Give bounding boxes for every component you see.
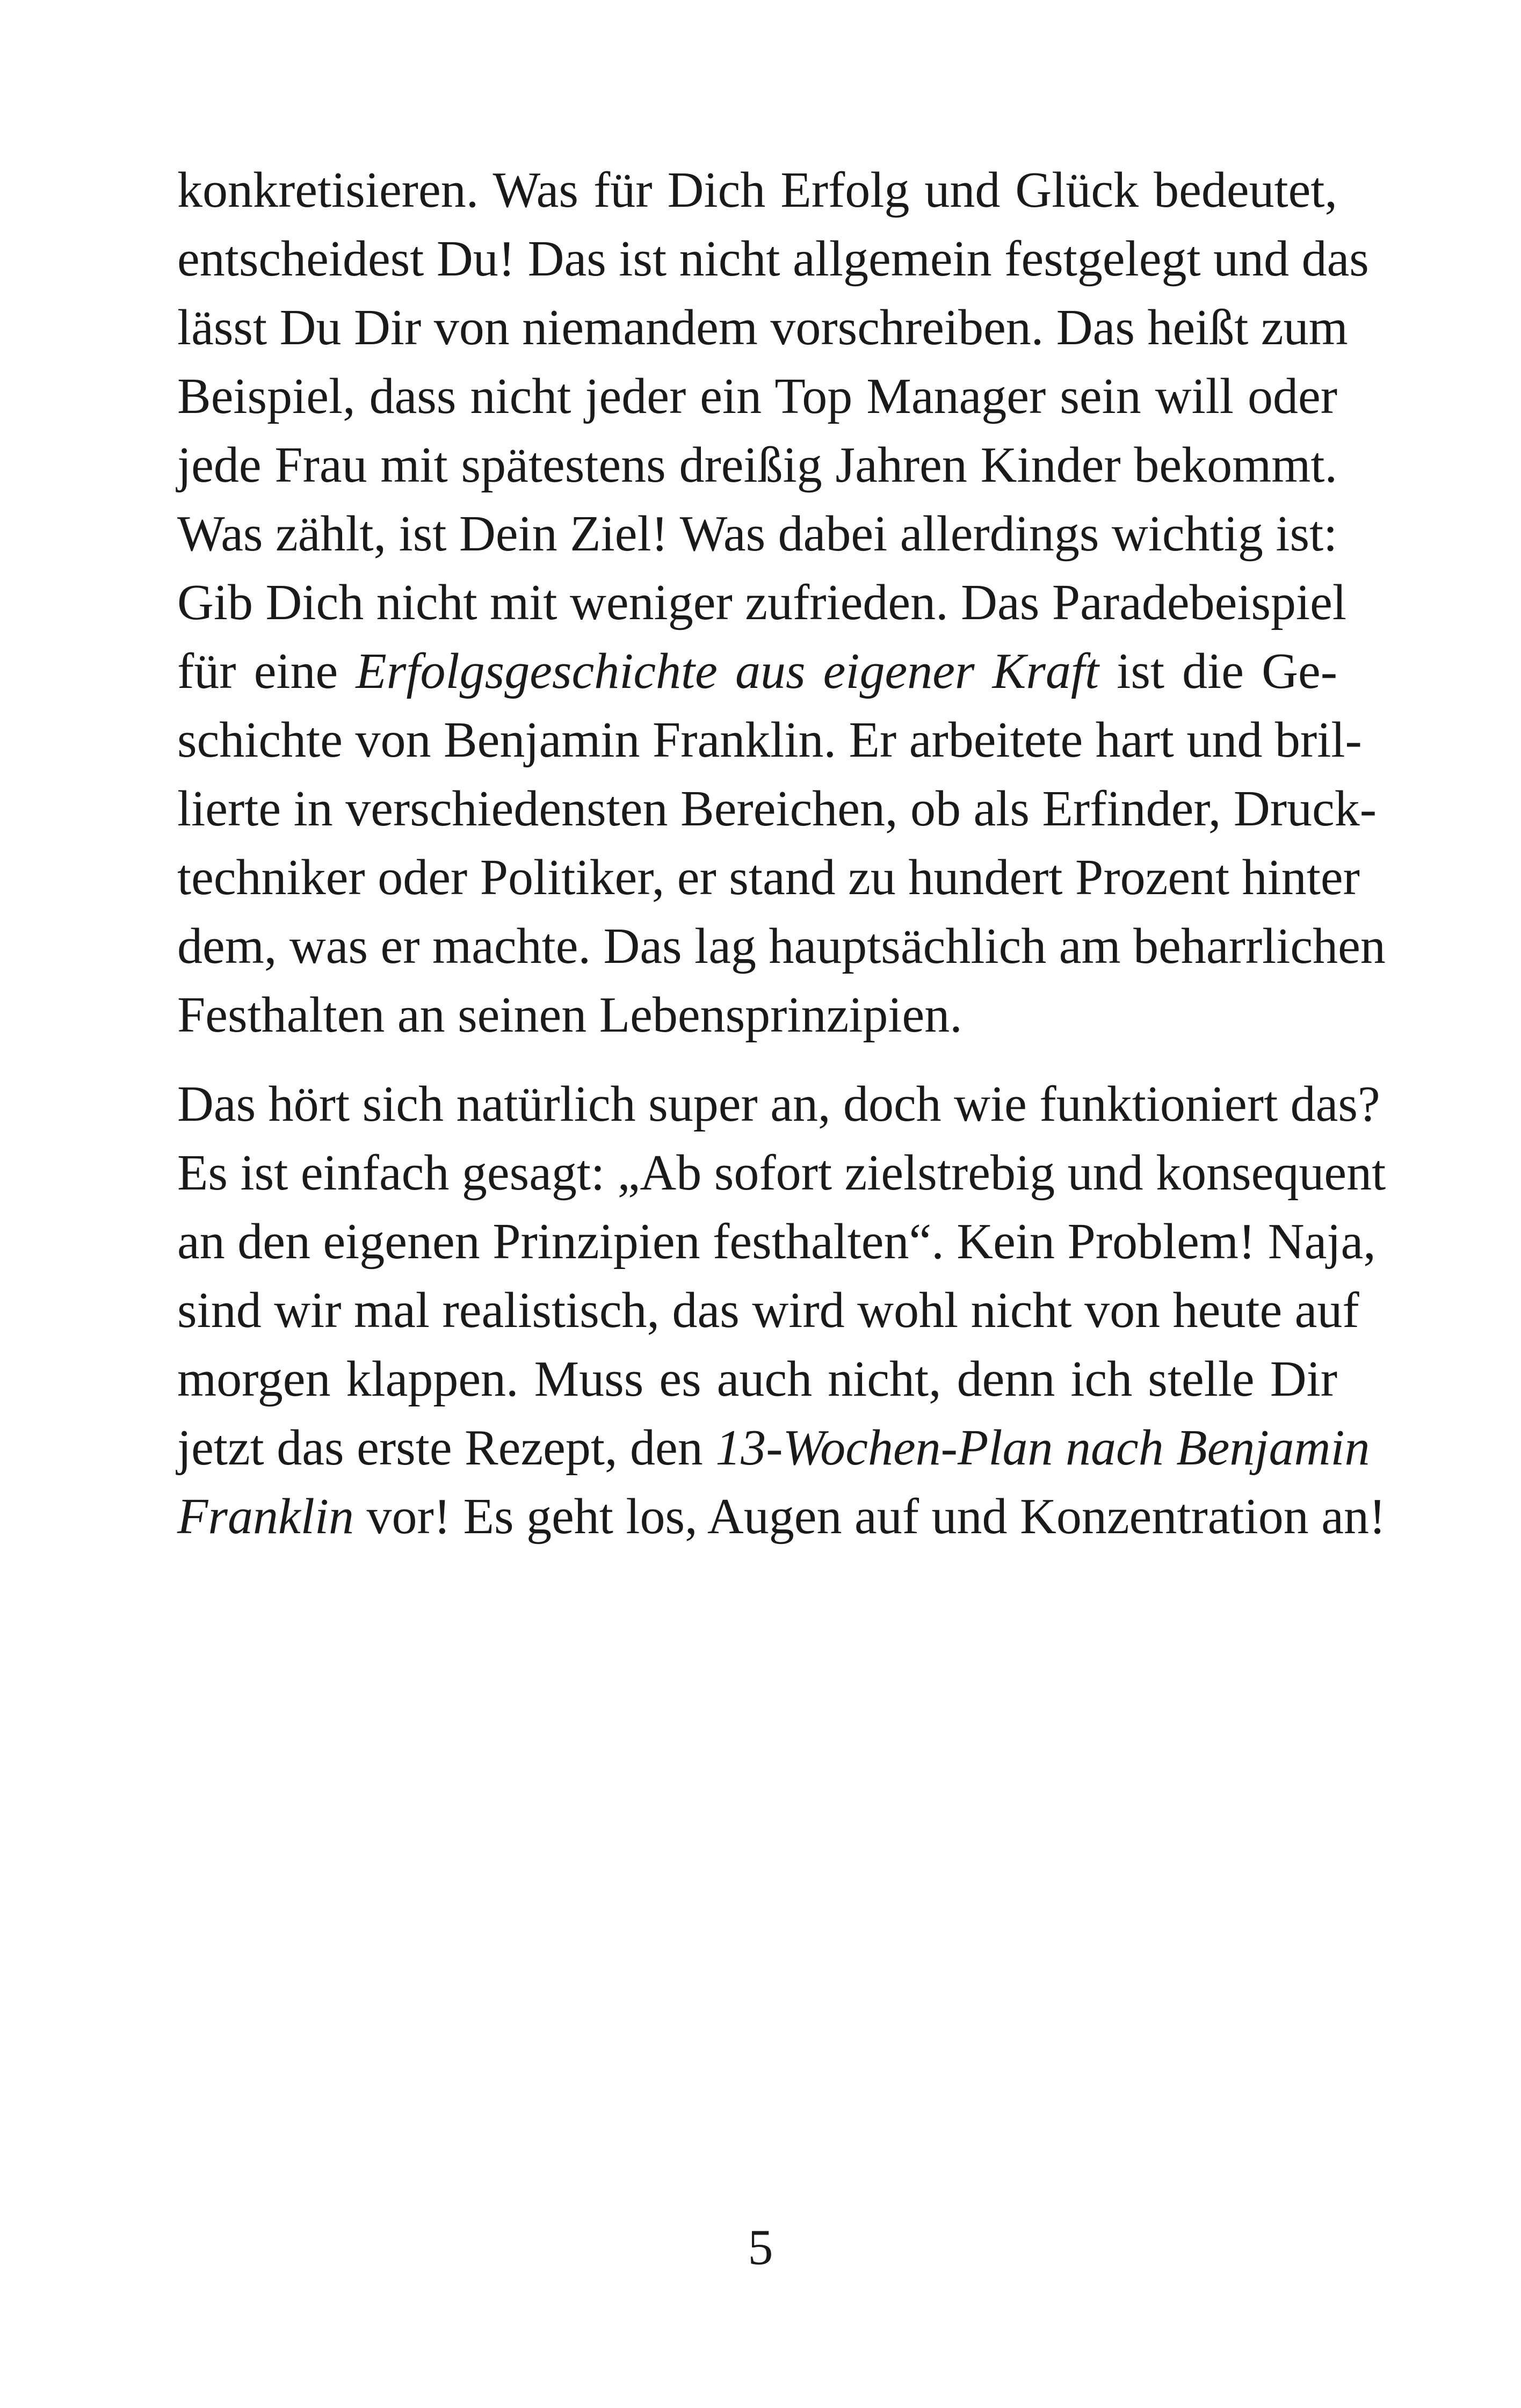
paragraph-1 [177,156,1386,1049]
text-line: techniker oder Politiker, er stand zu hundert Prozent hinter [177,850,1360,905]
text-line: Was zählt, ist Dein Ziel! Was dabei allerdings wichtig ist: [177,506,1338,562]
text-line: Es ist einfach gesagt: „Ab sofort zielstrebig und konsequent [177,1145,1386,1201]
text-line: entscheidest Du! Das ist nicht allgemein festgelegt und das [177,231,1369,287]
page-body [177,156,1386,1551]
paragraph-2 [177,1070,1386,1551]
text-line: lässt Du Dir von niemandem vorschreiben. Das heißt zum [177,300,1348,356]
text-line: sind wir mal realistisch, das wird wohl nicht von heute auf [177,1282,1359,1338]
italic-phrase: Franklin [177,1489,354,1544]
text-line: Beispiel, dass nicht jeder ein Top Manager sein will oder [177,368,1337,424]
text-line: Festhalten an seinen Lebensprinzipien. [177,987,962,1043]
text-line: dem, was er machte. Das lag hauptsächlich am beharrlichen [177,918,1386,974]
page-number: 5 [748,2220,773,2275]
text-line: Franklin vor! Es geht los, Augen auf und Konzentration an! [177,1489,1386,1544]
text-line: lierte in verschiedensten Bereichen, ob als Erfinder, Druck- [177,781,1377,837]
text-line: für eine Erfolgsgeschichte aus eigener Kraft ist die Ge- [177,643,1338,699]
text-line: jetzt das erste Rezept, den 13-Wochen-Plan nach Benjamin [177,1420,1370,1476]
text-line: schichte von Benjamin Franklin. Er arbeitete hart und bril- [177,712,1362,768]
paragraph-spacer [177,1049,1337,1070]
text-line: an den eigenen Prinzipien festhalten“. Kein Problem! Naja, [177,1214,1376,1270]
text-line: Gib Dich nicht mit weniger zufrieden. Das Paradebeispiel [177,575,1346,630]
text-line: konkretisieren. Was für Dich Erfolg und Glück bedeutet, [177,162,1337,218]
text-line: jede Frau mit spätestens dreißig Jahren Kinder bekommt. [177,437,1337,493]
text-line: Das hört sich natürlich super an, doch wie funktioniert das? [177,1076,1380,1132]
text-line: morgen klappen. Muss es auch nicht, denn ich stelle Dir [177,1351,1337,1407]
italic-phrase: Erfolgsgeschichte aus eigener Kraft [356,643,1099,699]
italic-phrase: 13-Wochen-Plan nach Benjamin [715,1420,1370,1476]
